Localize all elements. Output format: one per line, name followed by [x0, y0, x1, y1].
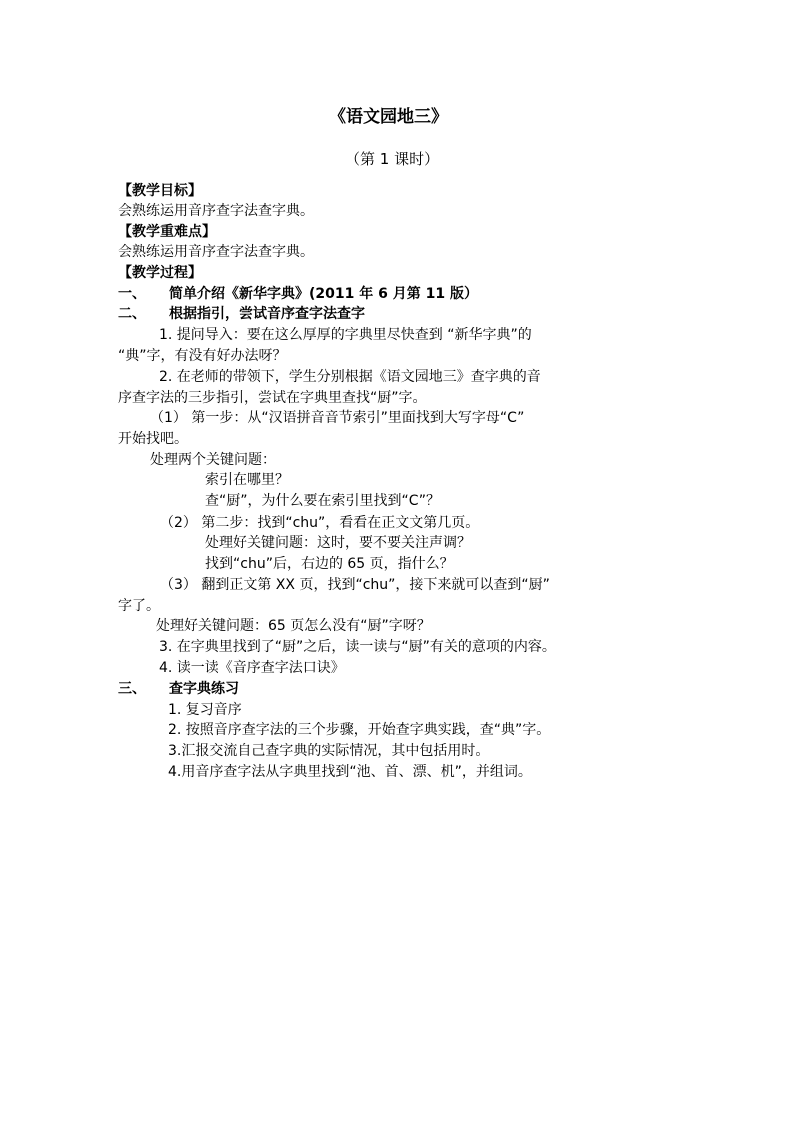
key-header: 【教学重难点】 [118, 224, 216, 240]
part-3-text: 查字典练习 [169, 681, 239, 697]
part-3-item-2: 2. 按照音序查字法的三个步骤，开始查字典实践，查“典”字。 [168, 722, 551, 738]
key-text: 会熟练运用音序查字法查字典。 [118, 244, 314, 260]
step-1-line-1: （1） 第一步：从“汉语拼音音节索引”里面找到大写字母“C” [150, 410, 525, 426]
part-2-item-1-line-1: 1. 提问导入：要在这么厚厚的字典里尽快查到 “新华字典”的 [159, 327, 532, 343]
part-2-item-3: 3. 在字典里找到了“厨”之后，读一读与“厨”有关的意项的内容。 [159, 639, 556, 655]
part-2-text: 根据指引，尝试音序查字法查字 [169, 306, 365, 322]
step-3-question: 处理好关键问题：65 页怎么没有“厨”字呀？ [156, 618, 431, 634]
step-2-question-1: 处理好关键问题：这时，要不要关注声调？ [205, 535, 471, 551]
step-3-line-2: 字了。 [118, 598, 160, 614]
step-1-question-1: 索引在哪里？ [205, 472, 289, 488]
step-2-line-1: （2） 第二步：找到“chu”，看看在正文文第几页。 [160, 515, 480, 531]
step-3-line-1: （3） 翻到正文第 XX 页，找到“chu”，接下来就可以查到“厨” [160, 577, 550, 593]
part-3-item-3: 3.汇报交流自己查字典的实际情况，其中包括用时。 [168, 743, 490, 759]
part-1-text: 简单介绍《新华字典》(2011 年 6 月第 11 版） [169, 286, 478, 302]
step-1-line-2: 开始找吧。 [118, 431, 188, 447]
part-2-item-2-line-1: 2. 在老师的带领下，学生分别根据《语文园地三》查字典的音 [159, 369, 541, 385]
part-3-item-4: 4.用音序查字法从字典里找到“池、首、漂、机”，并组词。 [168, 764, 532, 780]
part-3-number: 三、 [118, 681, 146, 697]
part-2-item-1-line-2: “典”字，有没有好办法呀？ [118, 348, 287, 364]
goal-header: 【教学目标】 [118, 183, 202, 199]
step-1-key-label: 处理两个关键问题： [150, 452, 276, 468]
part-3-item-1: 1. 复习音序 [168, 702, 242, 718]
process-header: 【教学过程】 [118, 265, 202, 281]
part-2-item-2-line-2: 序查字法的三步指引，尝试在字典里查找“厨”字。 [118, 390, 427, 406]
goal-text: 会熟练运用音序查字法查字典。 [118, 203, 314, 219]
part-1-number: 一、 [118, 286, 146, 302]
step-2-question-2: 找到“chu”后，右边的 65 页，指什么？ [205, 556, 454, 572]
part-2-item-4: 4. 读一读《音序查字法口诀》 [159, 660, 345, 676]
page-title: 《语文园地三》 [329, 107, 448, 127]
step-1-question-2: 查“厨”，为什么要在索引里找到“C”？ [205, 493, 441, 509]
page-subtitle: （第 1 课时） [345, 150, 440, 168]
part-2-number: 二、 [118, 306, 146, 322]
